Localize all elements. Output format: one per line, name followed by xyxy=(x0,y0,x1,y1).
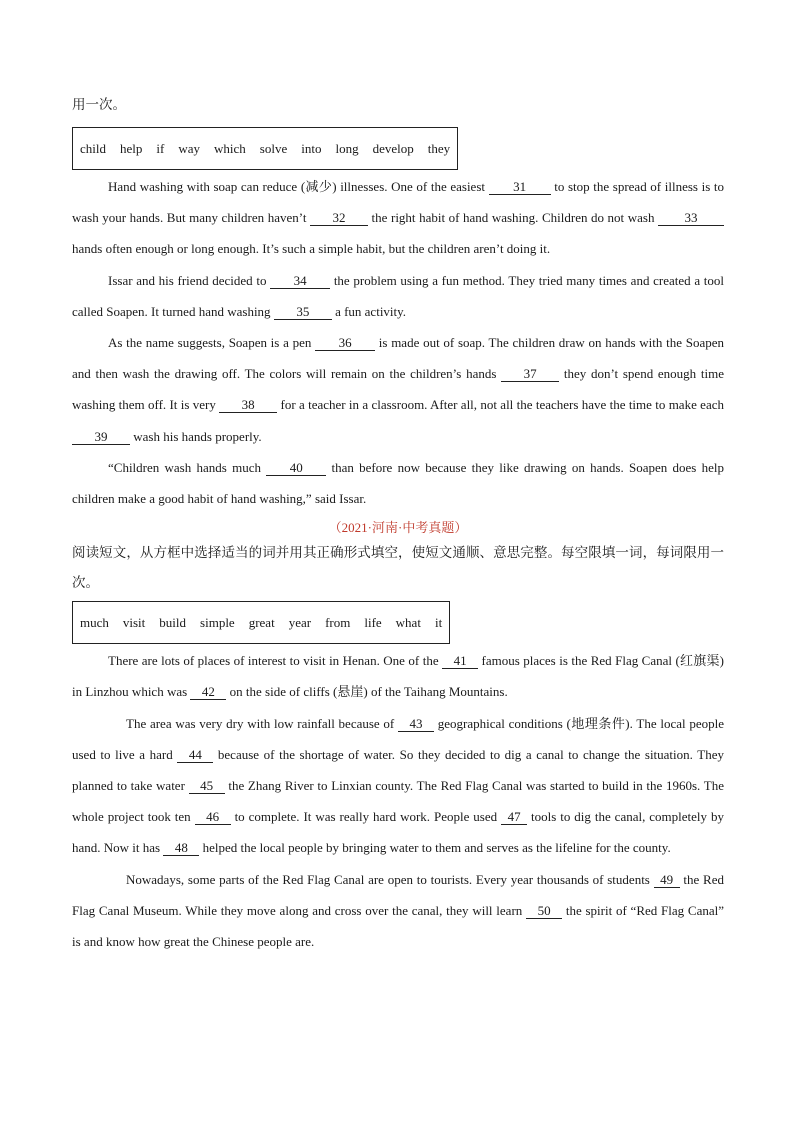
word-box-2 xyxy=(72,601,450,644)
paragraph xyxy=(72,265,724,327)
paragraph-text: Nowadays, some parts of the Red Flag Canal are open to tourists. Every year thousands of students xyxy=(126,871,654,887)
word-option: great xyxy=(248,615,275,631)
paragraph-text: Issar and his friend decided to xyxy=(108,272,271,288)
paragraph-text: because of the shortage of water. So they decided to dig a canal to change the situation. They planned to take water xyxy=(72,746,724,794)
paragraph-text: the problem using a fun method. They tried many times and created a tool called Soapen. It turned hand washing xyxy=(72,272,724,319)
paragraph-text: they don’t spend enough time washing them off. It is very xyxy=(72,366,725,413)
word-option: build xyxy=(159,615,187,631)
paragraph-text: the right habit of hand washing. Children do not wash xyxy=(368,210,658,226)
paragraph-text: The area was very dry with low rainfall because of xyxy=(126,715,399,731)
worksheet-page xyxy=(72,96,724,957)
paragraph-text: Hand washing with soap can reduce (减少) illnesses. One of the easiest xyxy=(108,179,489,194)
paragraph-text: a fun activity. xyxy=(331,303,407,319)
answer-blank[interactable]: 37 xyxy=(501,367,559,382)
answer-blank[interactable]: 40 xyxy=(266,461,326,476)
paragraph-text: “Children wash hands much xyxy=(108,459,267,475)
paragraph-text: on the side of cliffs (悬崖) of the Taihang Mountains. xyxy=(226,684,508,700)
word-option: what xyxy=(395,615,421,631)
paragraph-text: the spirit of “Red Flag Canal” is and know how great the Chinese people are. xyxy=(72,902,724,950)
answer-blank[interactable]: 49 xyxy=(654,873,680,888)
paragraph xyxy=(72,327,724,452)
paragraph-text: helped the local people by bringing water to them and serves as the lifeline for the county. xyxy=(199,840,671,856)
answer-blank[interactable]: 33 xyxy=(658,211,724,226)
paragraph xyxy=(72,452,724,514)
paragraph-text: to stop the spread of illness is to wash your hands. But many children haven’t xyxy=(72,179,724,226)
word-option: solve xyxy=(259,141,288,156)
paragraph-text: As the name suggests, Soapen is a pen xyxy=(108,335,316,351)
paragraph-text: tools to dig the canal, completely by hand. Now it has xyxy=(72,809,724,856)
word-option: much xyxy=(80,615,109,631)
answer-blank[interactable]: 50 xyxy=(526,904,562,919)
answer-blank[interactable]: 32 xyxy=(310,211,368,226)
paragraph-text: to complete. It was really hard work. People used xyxy=(230,809,502,825)
answer-blank[interactable]: 45 xyxy=(189,779,225,794)
answer-blank[interactable]: 42 xyxy=(190,685,226,700)
answer-blank[interactable]: 41 xyxy=(442,654,478,669)
word-option: it xyxy=(434,615,443,631)
word-option: simple xyxy=(200,615,235,631)
word-option: they xyxy=(427,141,451,156)
answer-blank[interactable]: 39 xyxy=(72,430,130,445)
paragraph-text: the Red Flag Canal Museum. While they move along and cross over the canal, they will learn xyxy=(72,871,725,918)
word-option: long xyxy=(335,141,359,156)
paragraph-text: geographical conditions (地理条件). The local people used to live a hard xyxy=(72,715,724,762)
answer-blank[interactable]: 38 xyxy=(219,398,277,413)
word-box-1 xyxy=(72,127,458,170)
paragraph xyxy=(72,864,724,958)
word-option: life xyxy=(364,615,382,631)
answer-blank[interactable]: 35 xyxy=(274,305,332,320)
paragraph-text: wash his hands properly. xyxy=(130,428,262,444)
word-option: help xyxy=(120,141,143,156)
paragraph xyxy=(72,645,724,707)
paragraph-text: is made out of soap. The children draw on hands with the Soapen and then wash the drawing off. The colors will remain on the children’s hands xyxy=(72,335,724,382)
word-option: year xyxy=(288,615,312,631)
word-option: way xyxy=(178,141,201,156)
word-option: if xyxy=(156,141,165,156)
answer-blank[interactable]: 48 xyxy=(163,841,199,856)
word-option: which xyxy=(214,141,246,156)
paragraph xyxy=(72,171,724,265)
word-option: visit xyxy=(122,615,146,631)
answer-blank[interactable]: 36 xyxy=(315,336,375,351)
instruction-tail: 用一次。 xyxy=(72,97,126,113)
answer-blank[interactable]: 34 xyxy=(270,274,330,289)
answer-blank[interactable]: 43 xyxy=(398,717,434,732)
word-option: from xyxy=(325,615,351,631)
answer-blank[interactable]: 44 xyxy=(177,748,213,763)
paragraph-text: for a teacher in a classroom. After all, not all the teachers have the time to make each xyxy=(277,397,724,413)
paragraph-text: There are lots of places of interest to visit in Henan. One of the xyxy=(108,653,443,669)
paragraph-text: than before now because they like drawing on hands. Soapen does help children make a good habit of hand washing,” said Issar. xyxy=(72,459,724,507)
paragraph xyxy=(72,708,724,864)
answer-blank[interactable]: 31 xyxy=(489,180,551,195)
passage-1 xyxy=(72,171,724,514)
instruction-text: 阅读短文，从方框中选择适当的词并用其正确形式填空，使短文通顺、意思完整。每空限填一词，每词限用一次。 xyxy=(72,545,724,592)
word-option: into xyxy=(301,141,322,156)
answer-blank[interactable]: 46 xyxy=(195,810,231,825)
word-option: child xyxy=(80,141,106,156)
passage-2 xyxy=(72,645,724,957)
word-option: develop xyxy=(372,141,414,156)
paragraph-text: the Zhang River to Linxian county. The Red Flag Canal was started to build in the 1960s. The whole project took ten xyxy=(72,778,724,825)
paragraph-text: famous places is the Red Flag Canal (红旗渠) in Linzhou which was xyxy=(72,653,724,700)
answer-blank[interactable]: 47 xyxy=(501,810,527,825)
paragraph-text: hands often enough or long enough. It’s such a simple habit, but the children aren’t doing it. xyxy=(72,241,551,257)
question-source: （2021·河南·中考真题） xyxy=(328,520,468,536)
